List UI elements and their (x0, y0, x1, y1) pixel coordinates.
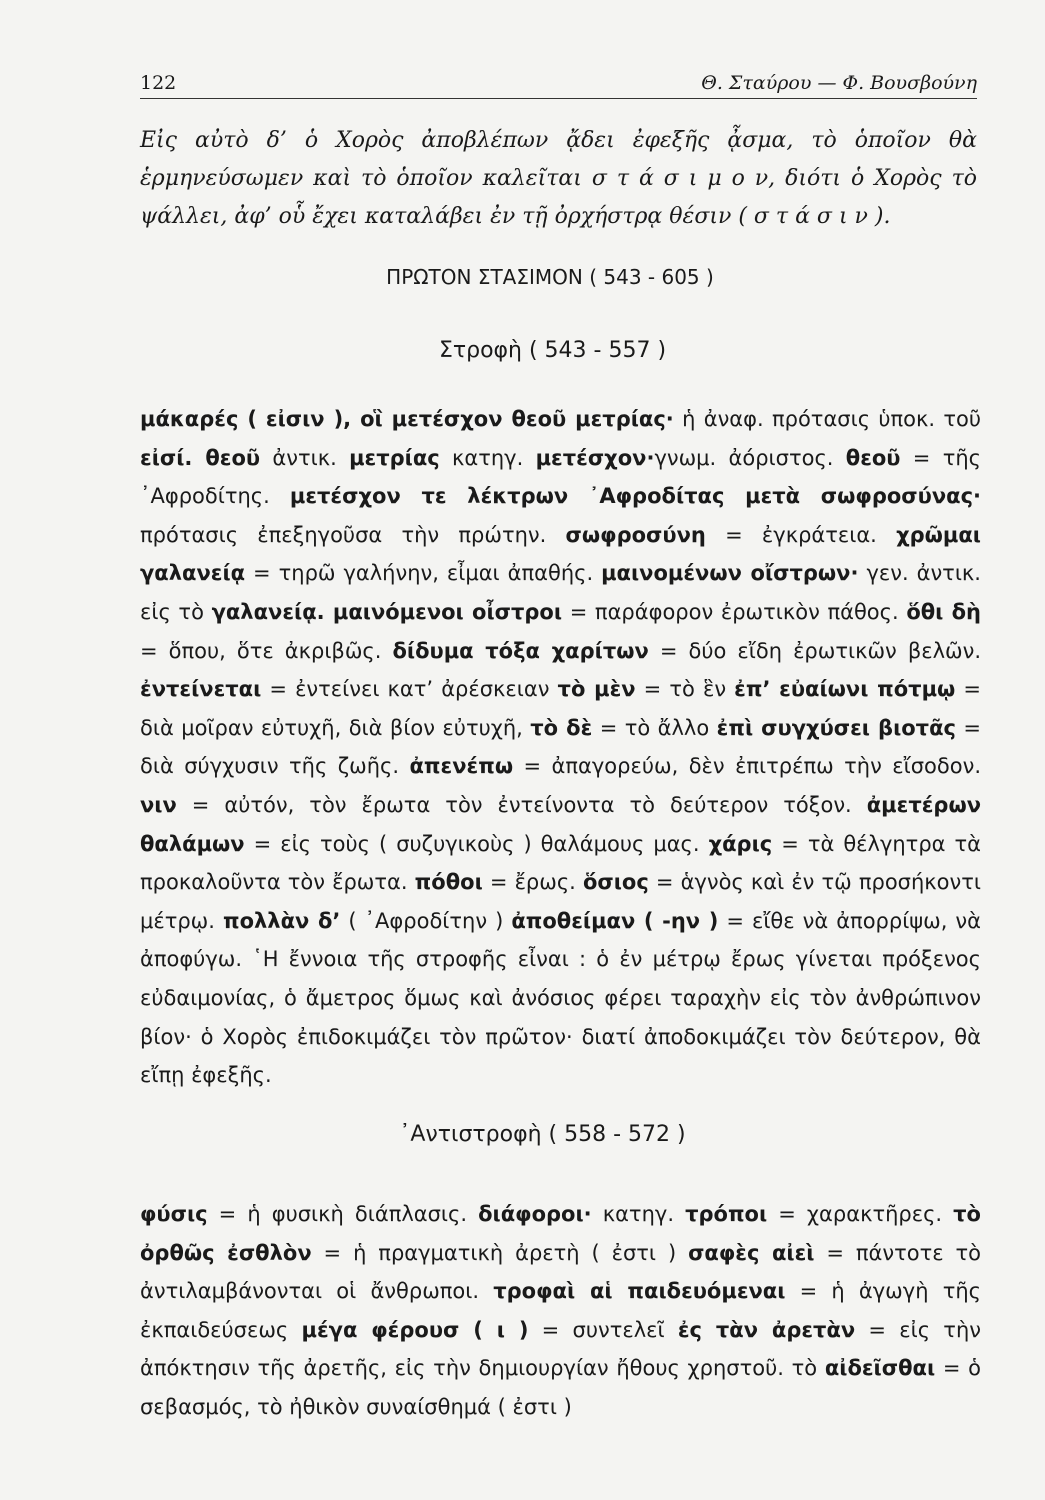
lemma-term: τὸ μὲν (557, 677, 636, 702)
stasimon-heading: ΠΡΩΤΟΝ ΣΤΑΣΙΜΟΝ ( 543 - 605 ) (386, 265, 714, 289)
gloss-text: = ὅπου, ὅτε ἀκριβῶς. (140, 638, 393, 663)
gloss-text: = ἡ ἀγωγὴ τῆς ἐκπαιδεύσεως (140, 1279, 981, 1342)
lemma-term: χάρις (708, 831, 773, 856)
gloss-text: γνωμ. ἀόριστος. (654, 445, 846, 470)
gloss-text: ( ᾿Αφροδίτην ) (340, 908, 512, 933)
page-header (140, 60, 977, 99)
lemma-term: νιν (140, 792, 177, 817)
lemma-term: ἀποθείμαν ( -ην ) (511, 908, 719, 933)
gloss-text: = ἔρως. (482, 870, 583, 895)
gloss-text: = διὰ μοῖραν εὐτυχῆ, διὰ βίον εὐτυχῆ, (140, 677, 981, 740)
gloss-text: ἀντικ. (260, 445, 350, 470)
gloss-text: = ἡ πραγματικὴ ἀρετὴ ( ἐστι ) (311, 1240, 689, 1265)
gloss-text: = συντελεῖ (528, 1317, 678, 1342)
lemma-term: αἰδεῖσθαι (824, 1356, 936, 1381)
gloss-text: = πάντοτε τὸ ἀντιλαμβάνονται οἱ ἄνθρωποι. (140, 1240, 981, 1304)
antistrophe-commentary (140, 1195, 981, 1427)
gloss-text: = τὰ θέλγητρα τὰ προκαλοῦντα τὸν ἔρωτα. (140, 831, 981, 895)
lemma-term: εἰσί. θεοῦ (140, 445, 261, 470)
lemma-term: πόθοι (414, 870, 483, 895)
gloss-text: = ἀπαγορεύω, δὲν ἐπιτρέπω τὴν εἴσοδον. (513, 754, 981, 779)
lemma-term: φύσις (140, 1202, 208, 1226)
lemma-term: σαφὲς αἰεὶ (688, 1240, 815, 1265)
lemma-term: πολλὰν δ’ (222, 908, 341, 933)
strophe-commentary (140, 400, 981, 1095)
lemma-term: δίδυμα τόξα χαρίτων (392, 638, 649, 663)
lemma-term: ὅθι δὴ (906, 599, 982, 624)
lemma-term: ἐντείνεται (140, 677, 262, 702)
gloss-text: πρότασις ἐπεξηγοῦσα τὴν πρώτην. (140, 522, 566, 547)
lemma-term: ὅσιος (582, 870, 649, 895)
gloss-text: = εἰς τὴν ἀπόκτησιν τῆς ἀρετῆς, εἰς τὴν δημιουργίαν ἤθους χρηστοῦ. τὸ (140, 1317, 981, 1381)
gloss-text: = τηρῶ γαλήνην, εἶμαι ἀπαθής. (245, 561, 602, 586)
lemma-term: μετέσχον· (535, 445, 655, 470)
lemma-term: γαλανείᾳ. μαινόμενοι οἶστροι (211, 599, 563, 624)
lemma-term: μέγα φέρουσ ( ι ) (301, 1317, 529, 1342)
gloss-text: κατηγ. (439, 445, 536, 470)
gloss-text: ἡ ἀναφ. πρότασις ὑποκ. τοῦ (673, 407, 982, 431)
gloss-text: κατηγ. (591, 1202, 686, 1226)
gloss-text: = χαρακτῆρες. (767, 1202, 954, 1226)
gloss-text: = ὁ σεβασμός, τὸ ἠθικὸν συναίσθημά ( ἐστι ) (140, 1356, 981, 1419)
lemma-term: ἐπ’ εὐαίωνι πότμῳ (734, 677, 956, 702)
lemma-term: ἐπὶ συγχύσει βιοτᾶς (716, 715, 956, 740)
lemma-term: διάφοροι· (478, 1202, 592, 1226)
gloss-text: = αὐτόν, τὸν ἔρωτα τὸν ἐντείνοντα τὸ δεύτερον τόξον. (176, 792, 867, 817)
gloss-text: = δύο εἴδη ἐρωτικῶν βελῶν. (648, 638, 981, 663)
lemma-term: χρῶμαι γαλανείᾳ (140, 522, 981, 586)
lemma-term: ἐς τὰν ἀρετὰν (677, 1317, 856, 1342)
lemma-term: μάκαρές ( εἰσιν ), οἳ μετέσχον θεοῦ μετρίας· (140, 407, 674, 431)
lemma-term: τροφαὶ αἱ παιδευόμεναι (493, 1279, 786, 1304)
gloss-text: = τὸ ἄλλο (592, 715, 717, 740)
lemma-term: τὸ δὲ (530, 715, 593, 740)
intro-paragraph: Εἰς αὐτὸ δ’ ὁ Χορὸς ἀποβλέπων ᾄδει ἐφεξῆς ᾆσμα, τὸ ὁποῖον θὰ ἑρμηνεύσωμεν καὶ τὸ ὁποῖον καλεῖται σ τ ά σ ι μ ο ν, διότι ὁ Χορὸς τὸ ψάλλει, ἀφ’ οὗ ἔχει καταλάβει ἐν τῇ ὀρχήστρᾳ θέσιν ( σ τ ά σ ι ν ). (140, 128, 977, 229)
gloss-text: = διὰ σύγχυσιν τῆς ζωῆς. (140, 715, 981, 779)
antistrophe-heading: ᾿Αντιστροφὴ ( 558 - 572 ) (399, 1122, 686, 1147)
gloss-text: = τὸ ἓν (635, 677, 735, 702)
gloss-text: = ἐντείνει κατ’ ἀρέσκειαν (261, 677, 558, 702)
strophe-heading: Στροφὴ ( 543 - 557 ) (438, 338, 667, 363)
gloss-text: = εἴθε νὰ ἀπορρίψω, νὰ ἀποφύγω. ῾Η ἔννοια τῆς στροφῆς εἶναι : ὁ ἐν μέτρῳ ἔρως γίνεται πρόξενος εὐδαιμονίας, ὁ ἄμετρος ὅμως καὶ ἀνόσιος φέρει ταραχὴν εἰς τὸν ἀνθρώπινον βίον· ὁ Χορὸς ἐπιδοκιμάζει τὸν πρῶτον· διατί ἀποδοκιμάζει τὸν δεύτερον, θὰ εἴπῃ ἐφεξῆς. (140, 908, 981, 1088)
gloss-text: γεν. ἀντικ. εἰς τὸ (140, 561, 981, 624)
gloss-text: = τῆς ᾿Αφροδίτης. (140, 445, 981, 509)
lemma-term: τρόποι (685, 1202, 768, 1226)
lemma-term: μετρίας (349, 445, 440, 470)
lemma-term: μετέσχον τε λέκτρων ᾿Αφροδίτας μετὰ σωφροσύνας· (289, 484, 981, 509)
lemma-term: σωφροσύνη (565, 522, 706, 547)
gloss-text: = εἰς τοὺς ( συζυγικοὺς ) θαλάμους μας. (244, 831, 709, 856)
lemma-term: τὸ ὀρθῶς ἐσθλὸν (140, 1202, 981, 1265)
lemma-term: θεοῦ (845, 445, 901, 470)
gloss-text: = ἡ φυσικὴ διάπλασις. (207, 1202, 479, 1226)
lemma-term: ἀμετέρων θαλάμων (140, 792, 981, 856)
page-number: 122 (140, 72, 177, 94)
lemma-term: ἀπενέπω (409, 754, 514, 779)
gloss-text: = ἁγνὸς καὶ ἐν τῷ προσήκοντι μέτρῳ. (140, 870, 982, 933)
running-title: Θ. Σταύρου — Φ. Βουσβούνη (701, 72, 977, 94)
lemma-term: μαινομένων οἴστρων· (601, 561, 859, 586)
gloss-text: = παράφορον ἐρωτικὸν πάθος. (562, 599, 907, 624)
gloss-text: = ἐγκράτεια. (705, 522, 897, 547)
